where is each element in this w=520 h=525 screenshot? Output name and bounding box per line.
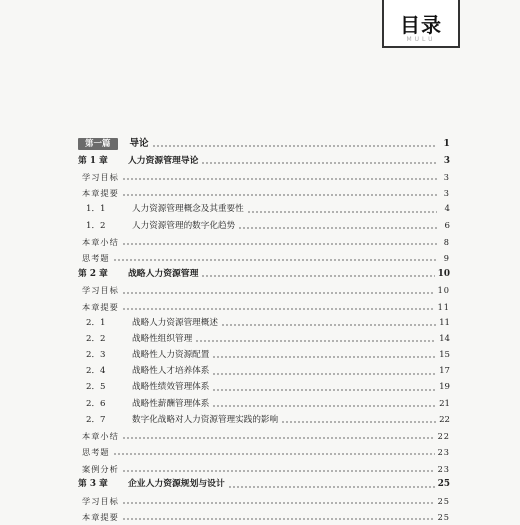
- toc-entry-chapter[interactable]: [78, 153, 450, 169]
- toc-entry-sec[interactable]: [78, 363, 450, 379]
- page-number: 17: [439, 366, 450, 377]
- dot-leader: [212, 389, 436, 391]
- table-of-contents: [78, 135, 450, 525]
- page-number: 21: [439, 398, 450, 409]
- toc-entry-label: 思考题: [82, 447, 110, 458]
- toc-entry-label: 数字化战略对人力资源管理实践的影响: [132, 414, 279, 425]
- toc-entry-part[interactable]: [78, 135, 450, 153]
- toc-entry-sec[interactable]: [78, 380, 450, 396]
- toc-entry-misc[interactable]: [78, 234, 450, 250]
- dot-leader: [122, 437, 435, 439]
- toc-entry-misc[interactable]: [78, 299, 450, 315]
- chapter-number: 第 2 章: [78, 269, 108, 279]
- page-number: 10: [437, 285, 450, 296]
- toc-entry-label: 战略性组织管理: [132, 333, 193, 344]
- page-number: 22: [437, 431, 450, 442]
- section-number: 2．1: [86, 317, 106, 328]
- toc-entry-misc[interactable]: [78, 444, 450, 460]
- toc-entry-sec[interactable]: [78, 202, 450, 218]
- toc-entry-misc[interactable]: [78, 509, 450, 525]
- section-number: 2．6: [86, 398, 106, 409]
- toc-entry-sec[interactable]: [78, 412, 450, 428]
- dot-leader: [221, 324, 436, 326]
- dot-leader: [212, 356, 436, 358]
- dot-leader: [152, 145, 437, 147]
- page-number: 1: [443, 138, 450, 150]
- toc-entry-label: 本章提要: [82, 301, 119, 312]
- dot-leader: [122, 502, 435, 504]
- dot-leader: [195, 340, 436, 342]
- page-number: 25: [437, 479, 450, 490]
- dot-leader: [122, 243, 437, 245]
- page-subtitle: MULU: [406, 36, 436, 43]
- toc-entry-misc[interactable]: [78, 283, 450, 299]
- toc-entry-label: 学习目标: [82, 172, 119, 183]
- dot-leader: [212, 405, 436, 407]
- page-number: 4: [444, 204, 450, 215]
- toc-entry-sec[interactable]: [78, 396, 450, 412]
- page-number: 3: [443, 155, 450, 166]
- section-number: 2．7: [86, 414, 106, 425]
- toc-entry-sec[interactable]: [78, 331, 450, 347]
- toc-entry-label: 本章提要: [82, 188, 119, 199]
- toc-entry-label: 本章小结: [82, 236, 119, 247]
- chapter-number: 第 1 章: [78, 155, 108, 166]
- toc-entry-label: 战略性绩效管理体系: [132, 382, 210, 393]
- dot-leader: [122, 470, 435, 472]
- toc-entry-sec[interactable]: [78, 218, 450, 234]
- page-number: 15: [439, 350, 450, 361]
- toc-entry-label: 战略人力资源管理概述: [132, 317, 218, 328]
- toc-title-box: [382, 0, 460, 48]
- page-number: 23: [437, 463, 450, 474]
- section-number: 2．5: [86, 382, 106, 393]
- toc-entry-misc[interactable]: [78, 250, 450, 266]
- toc-entry-label: 本章提要: [82, 512, 119, 523]
- page-number: 23: [437, 447, 450, 458]
- section-number: 1．1: [86, 204, 106, 215]
- dot-leader: [113, 259, 437, 261]
- dot-leader: [238, 227, 437, 229]
- toc-entry-label: 战略人力资源管理: [128, 269, 199, 279]
- toc-entry-chapter[interactable]: [78, 266, 450, 282]
- dot-leader: [201, 275, 434, 277]
- page-number: 25: [437, 495, 450, 506]
- page-title: 目录: [400, 13, 442, 37]
- dot-leader: [122, 178, 437, 180]
- page-number: 25: [437, 512, 450, 523]
- toc-entry-sec[interactable]: [78, 315, 450, 331]
- dot-leader: [228, 486, 435, 488]
- section-number: 1．2: [86, 220, 106, 231]
- toc-entry-misc[interactable]: [78, 493, 450, 509]
- toc-entry-label: 案例分析: [82, 463, 119, 474]
- toc-entry-misc[interactable]: [78, 461, 450, 477]
- toc-entry-label: 学习目标: [82, 495, 119, 506]
- chapter-number: 第 3 章: [78, 479, 108, 490]
- dot-leader: [122, 292, 435, 294]
- dot-leader: [212, 373, 436, 375]
- toc-entry-misc[interactable]: [78, 428, 450, 444]
- toc-entry-label: 人力资源管理概念及其重要性: [132, 204, 244, 215]
- toc-entry-label: 导论: [129, 138, 149, 150]
- dot-leader: [113, 453, 435, 455]
- page-number: 3: [443, 188, 450, 199]
- toc-entry-chapter[interactable]: [78, 477, 450, 493]
- toc-entry-misc[interactable]: [78, 185, 450, 201]
- toc-entry-label: 战略性薪酬管理体系: [132, 398, 210, 409]
- toc-entry-sec[interactable]: [78, 347, 450, 363]
- page-number: 11: [439, 317, 450, 328]
- toc-entry-label: 人力资源管理导论: [128, 155, 199, 166]
- page-number: 3: [443, 172, 450, 183]
- dot-leader: [122, 194, 437, 196]
- toc-entry-label: 企业人力资源规划与设计: [128, 479, 225, 490]
- toc-entry-label: 本章小结: [82, 431, 119, 442]
- page-number: 10: [437, 269, 450, 279]
- page-number: 9: [443, 253, 450, 264]
- dot-leader: [281, 421, 436, 423]
- toc-entry-label: 思考题: [82, 253, 110, 264]
- page-number: 14: [439, 333, 450, 344]
- dot-leader: [201, 162, 437, 164]
- toc-entry-misc[interactable]: [78, 169, 450, 185]
- toc-entry-label: 学习目标: [82, 285, 119, 296]
- section-number: 2．4: [86, 366, 106, 377]
- page-number: 11: [437, 301, 450, 312]
- page-number: 19: [439, 382, 450, 393]
- section-number: 2．2: [86, 333, 106, 344]
- toc-entry-label: 战略性人才培养体系: [132, 366, 210, 377]
- page-number: 8: [443, 236, 450, 247]
- section-number: 2．3: [86, 350, 106, 361]
- page-number: 22: [439, 414, 450, 425]
- dot-leader: [122, 308, 435, 310]
- page-number: 6: [444, 220, 450, 231]
- dot-leader: [247, 211, 437, 213]
- toc-entry-label: 战略性人力资源配置: [132, 350, 210, 361]
- toc-entry-label: 人力资源管理的数字化趋势: [132, 220, 236, 231]
- part-badge: 第一篇: [78, 138, 118, 151]
